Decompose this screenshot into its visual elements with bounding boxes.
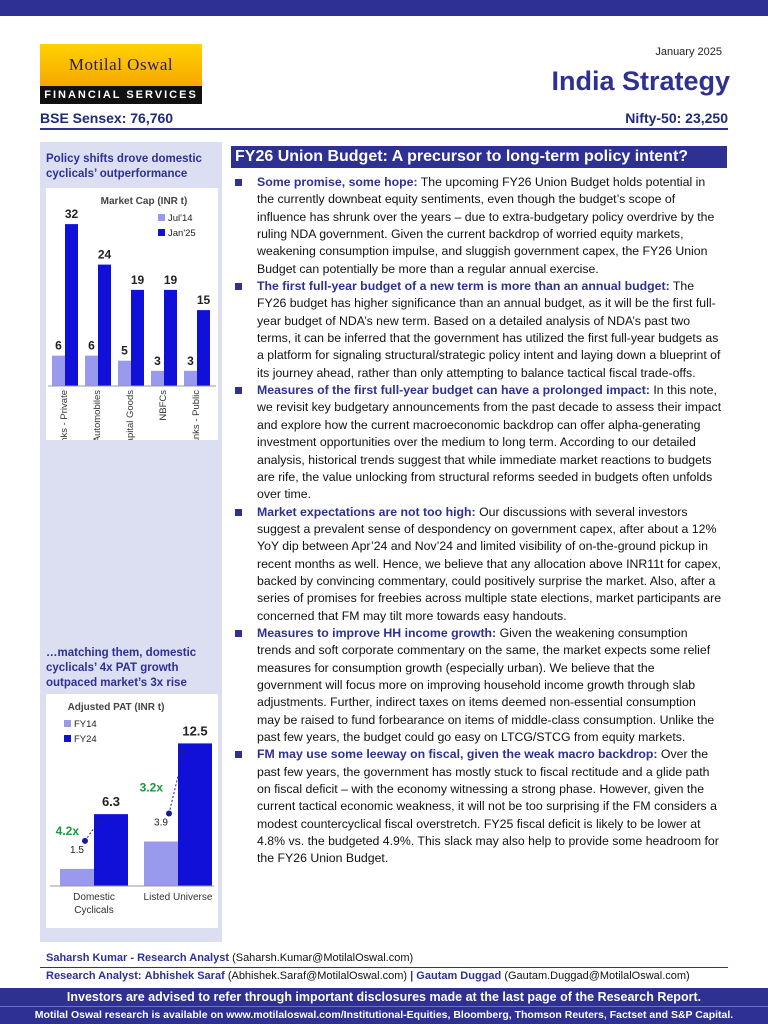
bullet-square-icon [235,283,242,290]
analyst-separator: | [410,970,414,982]
paragraph-text: Given the weakening consumption trends and soft corporate commentary on the same, the market expects some relief measures for consumption growth (especially urban). We believe that the government will focus more on improving household income growth through slab adjustments. Further, indirect taxes on items deemed non-essential consumption may be raised to fund forbearance on items of middle-class consumption. Unlike the past few years, the budget could go easy on LTCG/STCG from equity markets. [257,625,715,744]
bar [98,265,111,386]
paragraph-text: In this note, we revisit key budgetary announcements from the past decade to assess their impact and explore how the current macroeconomic backdrop can offer alpha-generating investment opportunities over the medium to long term. According to our detailed analysis, historical trends suggest that while immediate market reactions to budgets are rife, the value unlocking from structural reforms seeded in budgets often unfolds over time. [257,383,722,502]
bar [52,356,65,386]
bullet-square-icon [235,509,242,516]
growth-multiple: 4.2x [55,823,79,838]
sidebar [40,142,222,942]
category-label: Cyclicals [74,905,114,916]
data-label: 15 [196,293,211,308]
bar [144,842,178,886]
report-date: January 2025 [655,46,722,58]
paragraph-lead: Market expectations are not too high: [257,504,476,519]
data-label: 19 [163,272,178,287]
paragraph-text: The FY26 budget has higher significance than an annual budget, as it will be the first full-year budget of NDA’s new term. Based on a detailed analysis of NDA’s past two terms, it can be inferred that the government has utilized the first full-year budgets as a platform for signaling structural/strategic policy intent and laying down a blueprint of its journey ahead, rather than only attempting to balance tactical fiscal trade-offs. [257,279,721,380]
paragraph-text: Our discussions with several investors suggest a prevalent sense of despondency on government capex, after about a 12% YoY dip between Apr’24 and Nov’24 and limited visibility of on-the-ground pickup in recent months as well. Hence, we believe that any allocation above INR11t for capex, backed by convincing commentary, could positively surprise the market. Also, after a series of promises for freebies across multiple state elections, market participants are concerned that FM may tilt more towards easy handouts. [257,504,722,623]
market-cap-chart [46,188,218,440]
chart1-caption: Policy shifts drove domestic cyclicals’ outperformance [46,153,202,180]
paragraph-lead: Measures of the first full-year budget can have a prolonged impact: [257,383,650,398]
legend-label: Jul'14 [168,213,193,224]
bullet-paragraph [232,382,722,503]
main-heading: FY26 Union Budget: A precursor to long-term policy intent? [231,146,727,168]
index-bar [40,108,728,130]
paragraph-lead: The first full-year budget of a new term is more than an annual budget: [257,279,670,294]
analyst1-name: Saharsh Kumar - Research Analyst [46,952,229,964]
footer-divider [40,967,728,968]
bar [131,290,144,386]
legend-label: FY14 [74,719,97,730]
bar [118,361,131,386]
paragraph-text: The upcoming FY26 Union Budget holds potential in the currently downbeat equity sentiments, even though the budget’s scope of influence has shrunk over the years – due to extra-budgetary policy overdrive by the ruling NDA government. Given the current backdrop of worried equity markets, weakening consumption impulse, and sluggish government capex, the FY26 Union Budget can potentially be more than a regular annual exercise. [257,175,715,276]
data-label: 6 [55,338,62,353]
bullet-paragraph [232,625,722,746]
data-label: 19 [130,272,145,287]
data-label: 3.9 [154,817,168,829]
data-label: 12.5 [182,723,208,739]
nifty-value: Nifty-50: 23,250 [625,110,728,126]
category-label: Domestic [73,892,115,903]
bullet-paragraph [232,746,722,867]
paragraph-text: Over the past few years, the government has mostly stuck to fiscal rectitude and a glide path on fiscal deficit – with the economy witnessing a strong phase. However, given the current tactical economic weakness, it will not be too surprising if the FM considers a modest countercyclical fiscal overstretch. FY25 fiscal deficit is likely to be lower at 4.8% vs. the budgeted 4.9%. This slack may also help to provide some headroom for the FY26 Union Budget. [257,747,719,866]
analyst2-email[interactable]: (Abhishek.Saraf@MotilalOswal.com) [227,970,408,982]
bar [178,743,212,886]
data-label: 5 [121,343,128,358]
bullet-square-icon [235,630,242,637]
bar [94,814,128,886]
main-content [232,174,722,868]
top-color-bar [0,0,768,16]
analyst3-name: Gautam Duggad [416,970,502,982]
chart2-container [46,694,218,928]
logo-name: Motilal Oswal [40,44,202,86]
chart1-container [46,188,218,440]
legend-label: Jan'25 [168,228,196,239]
logo-subtitle: FINANCIAL SERVICES [40,86,202,104]
bar [164,290,177,386]
availability-banner: Motilal Oswal research is available on www.motilaloswal.com/Institutional-Equities, Bloomberg, Thomson Reuters, Factset and S&P Capital. [0,1006,768,1024]
bullet-paragraph [232,278,722,382]
bar [151,371,164,386]
data-label: 6 [88,338,95,353]
legend-swatch [158,229,165,236]
chart1-title: Market Cap (INR t) [100,196,188,207]
chart2-caption: …matching them, domestic cyclicals’ 4x PAT growth outpaced market’s 3x rise [46,647,197,689]
adjusted-pat-chart [46,694,218,928]
category-label: NBFCs [158,390,169,421]
data-label: 6.3 [101,794,121,810]
analyst-label: Research Analyst: [46,970,142,982]
legend-swatch [158,214,165,221]
category-label: Listed Universe [143,892,213,903]
data-label: 1.5 [70,844,84,856]
category-label: Automobiles [92,390,103,440]
growth-multiple: 3.2x [139,780,163,795]
bullet-paragraph [232,504,722,625]
analyst-line-1 [46,952,413,964]
legend-swatch [64,720,71,727]
analyst-line-2 [46,970,690,982]
category-label: Capital Goods [125,390,136,440]
bullet-square-icon [235,179,242,186]
sensex-value: BSE Sensex: 76,760 [40,110,174,126]
paragraph-lead: Some promise, some hope: [257,175,418,189]
paragraph-lead: Measures to improve HH income growth: [257,625,497,640]
data-label: 32 [64,207,79,222]
bullet-square-icon [235,387,242,394]
report-title: India Strategy [551,66,730,96]
chart2-title: Adjusted PAT (INR t) [67,702,165,713]
legend-label: FY24 [74,734,97,745]
bar [65,224,78,386]
analyst3-email[interactable]: (Gautam.Duggad@MotilalOswal.com) [504,970,690,982]
disclaimer-banner: Investors are advised to refer through important disclosures made at the last page of the Research Report. [0,988,768,1006]
arrow-start-dot [82,838,88,844]
bar [184,371,197,386]
data-label: 24 [97,247,112,262]
legend-swatch [64,735,71,742]
bullet-square-icon [235,751,242,758]
data-label: 3 [187,353,194,368]
bar [60,869,94,886]
company-logo [40,44,202,104]
analyst1-email[interactable]: (Saharsh.Kumar@MotilalOswal.com) [232,952,414,964]
category-label: Banks - Public [191,390,202,440]
bullet-paragraph [232,174,722,278]
paragraph-lead: FM may use some leeway on fiscal, given the weak macro backdrop: [257,747,658,762]
bar [85,356,98,386]
category-label: Banks - Private [59,390,70,440]
analyst2-name: Abhishek Saraf [144,970,225,982]
bar [197,310,210,386]
data-label: 3 [154,353,161,368]
